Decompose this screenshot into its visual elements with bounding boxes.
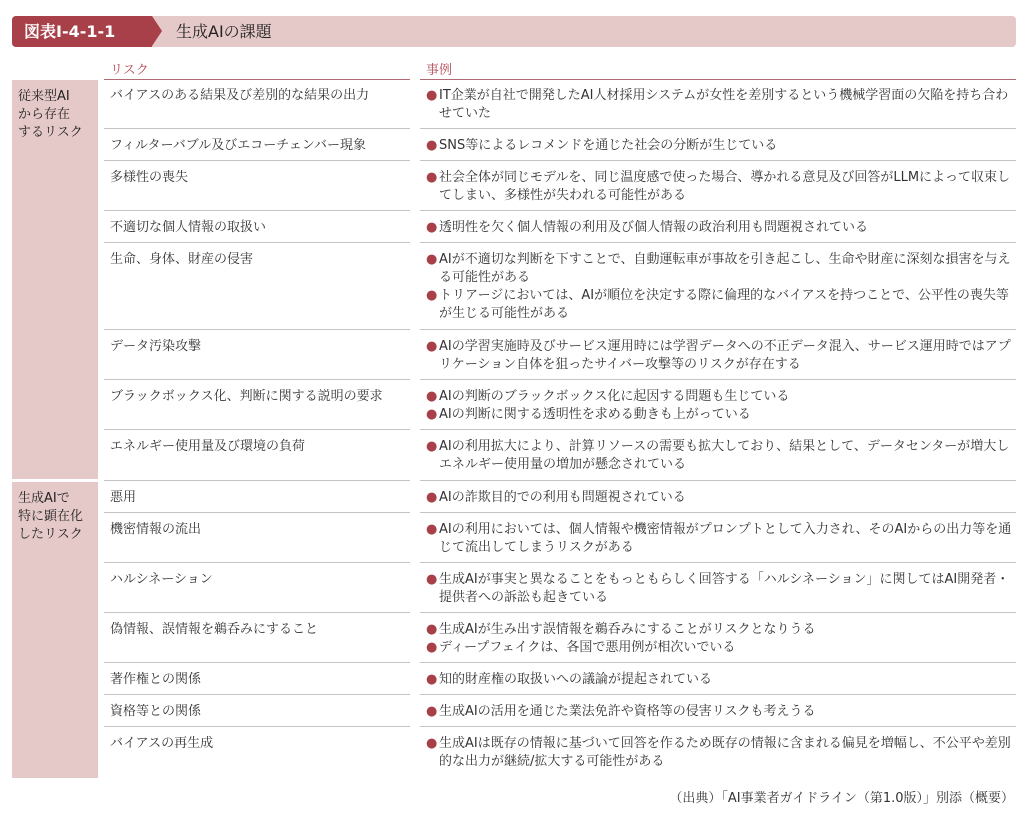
bullet-icon: ● [426, 490, 438, 505]
example-list [426, 87, 1016, 123]
example-list [426, 521, 1016, 557]
risk-name: 多様性の喪失 [110, 170, 189, 185]
risk-name: データ汚染攻撃 [110, 339, 202, 354]
row-divider [104, 379, 410, 380]
header-divider-example [420, 79, 1016, 80]
example-list [426, 438, 1016, 474]
bullet-icon: ● [426, 736, 438, 751]
risk-name: 著作権との関係 [110, 672, 202, 687]
bullet-icon: ● [426, 640, 438, 655]
example-list [426, 735, 1016, 771]
row-divider [104, 160, 410, 161]
group-generative-ai [12, 482, 98, 778]
figure-title-bar [12, 16, 1016, 47]
row-divider [104, 726, 410, 727]
row-divider [104, 329, 410, 330]
risk-name: フィルターバブル及びエコーチェンバー現象 [110, 138, 366, 153]
example-item: ● 生成AIは既存の情報に基づいて回答を作るため既存の情報に含まれる偏見を増幅し、不公平や差別的な出力が継続/拡大する可能性がある [426, 736, 1011, 769]
group-conventional-ai [12, 80, 98, 479]
example-list [426, 388, 1016, 424]
row-divider [420, 242, 1016, 243]
risk-name: 生命、身体、財産の侵害 [110, 252, 254, 267]
row-divider [104, 612, 410, 613]
bullet-icon: ● [426, 170, 438, 185]
group-label: 生成AIで 特に顕在化 したリスク [18, 491, 84, 542]
risk-name: エネルギー使用量及び環境の負荷 [110, 439, 306, 454]
example-list [426, 571, 1016, 607]
row-divider [104, 429, 410, 430]
bullet-icon: ● [426, 407, 438, 422]
example-item: ● AIの判断のブラックボックス化に起因する問題も生じている [426, 389, 790, 404]
header-divider-risk [104, 79, 410, 80]
bullet-icon: ● [426, 439, 438, 454]
example-item: ● AIの学習実施時及びサービス運用時には学習データへの不正データ混入、サービス運用時ではアプリケーション自体を狙ったサイバー攻撃等のリスクが存在する [426, 339, 1011, 372]
example-list [426, 338, 1016, 374]
risk-name: ブラックボックス化、判断に関する説明の要求 [110, 389, 383, 404]
bullet-icon: ● [426, 622, 438, 637]
example-item: ● AIの利用においては、個人情報や機密情報がプロンプトとして入力され、そのAIからの出力等を通じて流出してしまうリスクがある [426, 522, 1012, 555]
example-item: ● SNS等によるレコメンドを通じた社会の分断が生じている [426, 138, 778, 153]
figure-title: 生成AIの課題 [176, 22, 272, 41]
row-divider [420, 562, 1016, 563]
row-divider [420, 726, 1016, 727]
column-header-risk: リスク [110, 63, 149, 78]
bullet-icon: ● [426, 339, 438, 354]
example-item: ● 生成AIの活用を通じた業法免許や資格等の侵害リスクも考えうる [426, 704, 816, 719]
risk-name: バイアスのある結果及び差別的な結果の出力 [110, 88, 370, 103]
risk-name: ハルシネーション [110, 572, 213, 587]
bullet-icon: ● [426, 252, 438, 267]
example-list [426, 671, 1016, 689]
example-item: ● トリアージにおいては、AIが順位を決定する際に倫理的なバイアスを持つことで、公平性の喪失等が生じる可能性がある [426, 288, 1009, 321]
example-list [426, 621, 1016, 657]
example-item: ● ディープフェイクは、各国で悪用例が相次いでいる [426, 640, 736, 655]
risk-name: 機密情報の流出 [110, 522, 202, 537]
row-divider [420, 160, 1016, 161]
example-list [426, 489, 1016, 507]
bullet-icon: ● [426, 220, 438, 235]
example-item: ● 透明性を欠く個人情報の利用及び個人情報の政治利用も問題視されている [426, 220, 869, 235]
row-divider [420, 512, 1016, 513]
example-item: ● IT企業が自社で開発したAI人材採用システムが女性を差別するという機械学習面の欠陥を持ち合わせていた [426, 88, 1009, 121]
row-divider [104, 562, 410, 563]
example-list [426, 703, 1016, 721]
bullet-icon: ● [426, 672, 438, 687]
example-item: ● 知的財産権の取扱いへの議論が提起されている [426, 672, 713, 687]
row-divider [420, 128, 1016, 129]
row-divider [420, 662, 1016, 663]
row-divider [104, 128, 410, 129]
row-divider [420, 210, 1016, 211]
column-header-example: 事例 [426, 63, 453, 78]
row-divider [420, 429, 1016, 430]
example-item: ● AIの判断に関する透明性を求める動きも上がっている [426, 407, 751, 422]
example-item: ● AIが不適切な判断を下すことで、自動運転車が事故を引き起こし、生命や財産に深刻な損害を与える可能性がある [426, 252, 1011, 285]
row-divider [104, 242, 410, 243]
bullet-icon: ● [426, 138, 438, 153]
row-divider [104, 512, 410, 513]
bullet-icon: ● [426, 704, 438, 719]
example-list [426, 219, 1016, 237]
example-item: ● 社会全体が同じモデルを、同じ温度感で使った場合、導かれる意見及び回答がLLMによって収束してしまい、多様性が失われる可能性がある [426, 170, 1011, 203]
row-divider [104, 694, 410, 695]
risk-name: 資格等との関係 [110, 704, 202, 719]
row-divider [104, 210, 410, 211]
row-divider [420, 379, 1016, 380]
bullet-icon: ● [426, 522, 438, 537]
row-divider [420, 329, 1016, 330]
example-item: ● 生成AIが事実と異なることをもっともらしく回答する「ハルシネーション」に関してはAI開発者・提供者への訴訟も起きている [426, 572, 1010, 605]
bullet-icon: ● [426, 288, 438, 303]
example-list [426, 251, 1016, 323]
group-label: 従来型AI から存在 するリスク [18, 89, 83, 140]
figure-label: 図表Ⅰ-4-1-1 [12, 16, 152, 47]
example-item: ● AIの利用拡大により、計算リソースの需要も拡大しており、結果として、データセンターが増大しエネルギー使用量の増加が懸念されている [426, 439, 1010, 472]
bullet-icon: ● [426, 572, 438, 587]
example-item: ● 生成AIが生み出す誤情報を鵜呑みにすることがリスクとなりうる [426, 622, 816, 637]
row-divider [420, 480, 1016, 481]
row-divider [420, 612, 1016, 613]
risk-name: 偽情報、誤情報を鵜呑みにすること [110, 622, 319, 637]
example-list [426, 169, 1016, 205]
bullet-icon: ● [426, 88, 438, 103]
row-divider [104, 662, 410, 663]
source-citation: （出典）「AI事業者ガイドライン（第1.0版）」別添（概要） [669, 791, 1014, 806]
example-list [426, 137, 1016, 155]
row-divider [420, 694, 1016, 695]
risk-name: 不適切な個人情報の取扱い [110, 220, 267, 235]
risk-name: 悪用 [110, 490, 137, 505]
bullet-icon: ● [426, 389, 438, 404]
risk-name: バイアスの再生成 [110, 736, 214, 751]
example-item: ● AIの詐欺目的での利用も問題視されている [426, 490, 686, 505]
row-divider [104, 480, 410, 481]
